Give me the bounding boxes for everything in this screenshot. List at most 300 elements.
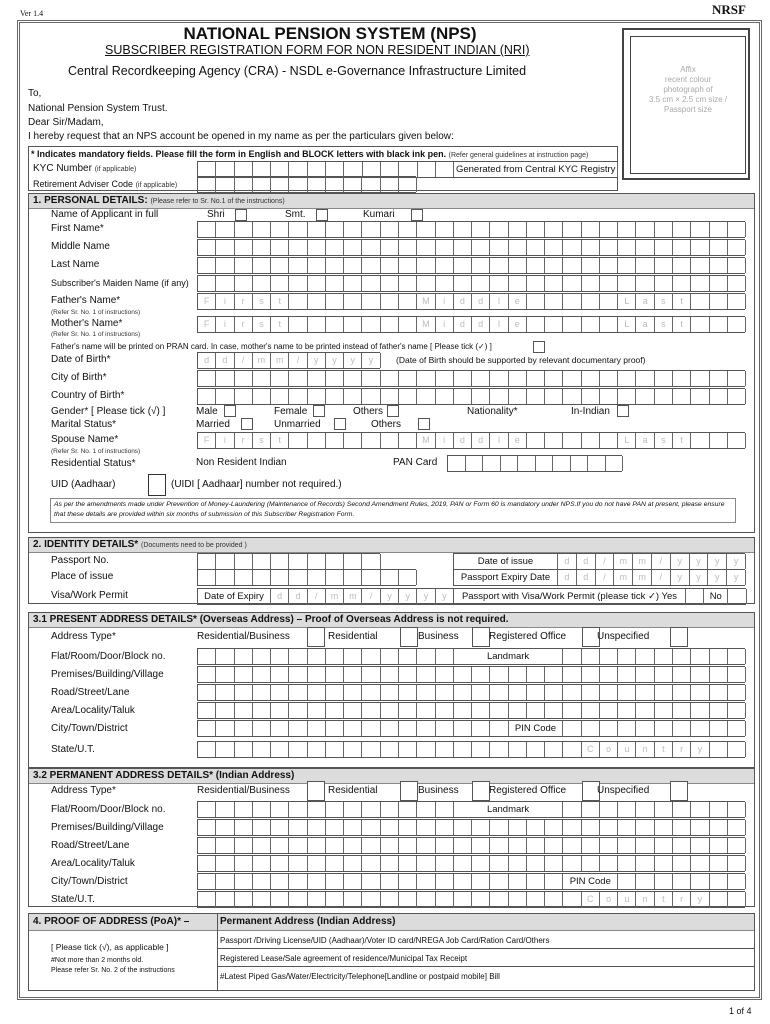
char-box[interactable] [600,703,618,718]
char-box[interactable] [490,874,508,889]
char-box[interactable] [289,317,307,332]
char-box[interactable] [606,456,624,471]
char-box[interactable] [582,433,600,448]
char-box[interactable]: y [708,570,727,585]
char-box[interactable]: s [655,294,673,309]
char-box[interactable] [344,222,362,237]
char-box[interactable] [235,389,253,404]
char-box[interactable] [600,240,618,255]
present-res-bus-checkbox[interactable] [307,627,325,647]
char-box[interactable] [289,721,307,736]
char-box[interactable] [326,721,344,736]
char-box[interactable] [673,389,691,404]
char-box[interactable] [289,685,307,700]
char-box[interactable]: n [636,892,654,907]
permanent-unspecified-checkbox[interactable] [670,781,688,801]
char-box[interactable] [545,389,563,404]
char-box[interactable]: m [253,353,271,368]
char-box[interactable] [582,820,600,835]
char-box[interactable] [582,856,600,871]
char-box[interactable] [563,721,581,736]
char-box[interactable] [216,222,234,237]
char-box[interactable] [381,294,399,309]
char-box[interactable] [509,838,527,853]
char-box[interactable] [235,649,253,664]
char-box[interactable] [728,371,746,386]
char-box[interactable] [636,802,654,817]
char-box[interactable] [289,874,307,889]
char-box[interactable] [417,258,435,273]
char-box[interactable] [253,276,271,291]
char-box[interactable] [198,222,216,237]
char-box[interactable] [362,721,380,736]
char-box[interactable] [381,856,399,871]
char-box[interactable] [472,667,490,682]
char-box[interactable] [618,222,636,237]
char-box[interactable] [253,554,271,569]
char-box[interactable] [728,802,746,817]
char-box[interactable] [399,371,417,386]
char-box[interactable]: / [652,554,671,569]
char-box[interactable] [600,371,618,386]
char-box[interactable] [545,856,563,871]
char-box[interactable] [326,258,344,273]
char-box[interactable] [454,856,472,871]
char-box[interactable] [216,177,234,192]
char-box[interactable] [472,685,490,700]
char-box[interactable] [344,371,362,386]
char-box[interactable] [326,162,344,177]
char-box[interactable] [271,177,289,192]
char-box[interactable] [490,389,508,404]
char-box[interactable] [417,892,435,907]
char-box[interactable] [600,258,618,273]
char-box[interactable] [710,838,728,853]
char-box[interactable] [655,685,673,700]
char-box[interactable] [308,838,326,853]
char-box[interactable] [472,258,490,273]
char-box[interactable] [673,703,691,718]
char-box[interactable] [691,703,709,718]
char-box[interactable]: i [436,433,454,448]
char-box[interactable] [362,294,380,309]
char-box[interactable] [509,856,527,871]
char-box[interactable] [308,433,326,448]
char-box[interactable] [198,703,216,718]
char-box[interactable] [362,802,380,817]
char-box[interactable]: y [436,589,454,604]
char-box[interactable] [271,742,289,757]
char-box[interactable] [618,802,636,817]
char-box[interactable] [710,685,728,700]
char-box[interactable] [253,820,271,835]
char-box[interactable] [472,371,490,386]
char-box[interactable] [326,892,344,907]
char-box[interactable] [509,685,527,700]
char-box[interactable] [691,276,709,291]
char-box[interactable] [235,685,253,700]
char-box[interactable] [308,570,326,585]
char-box[interactable] [362,685,380,700]
char-box[interactable] [326,667,344,682]
char-box[interactable] [527,703,545,718]
char-box[interactable] [399,703,417,718]
char-box[interactable] [198,389,216,404]
char-box[interactable] [308,240,326,255]
char-box[interactable]: d [454,294,472,309]
char-box[interactable] [344,649,362,664]
char-box[interactable] [344,554,362,569]
char-box[interactable]: u [618,892,636,907]
male-checkbox[interactable] [224,405,236,417]
char-box[interactable] [728,389,746,404]
char-box[interactable] [344,433,362,448]
char-box[interactable] [381,820,399,835]
char-box[interactable]: t [271,317,289,332]
char-box[interactable]: M [417,433,435,448]
char-box[interactable] [454,721,472,736]
char-box[interactable] [655,371,673,386]
char-box[interactable] [399,820,417,835]
char-box[interactable] [655,222,673,237]
char-box[interactable] [527,276,545,291]
char-box[interactable] [362,856,380,871]
char-box[interactable] [308,649,326,664]
char-box[interactable] [563,294,581,309]
char-box[interactable] [490,276,508,291]
char-box[interactable] [600,667,618,682]
char-box[interactable] [308,177,326,192]
char-box[interactable] [381,433,399,448]
char-box[interactable]: d [472,294,490,309]
char-box[interactable] [436,742,454,757]
char-box[interactable] [344,892,362,907]
char-box[interactable]: t [673,294,691,309]
char-box[interactable] [618,667,636,682]
char-box[interactable] [362,177,380,192]
char-box[interactable] [216,258,234,273]
char-box[interactable] [344,258,362,273]
char-box[interactable]: a [636,433,654,448]
char-box[interactable] [344,667,362,682]
char-box[interactable] [553,456,571,471]
char-box[interactable]: d [198,353,216,368]
char-box[interactable] [518,456,536,471]
char-box[interactable] [673,685,691,700]
char-box[interactable] [198,554,216,569]
char-box[interactable] [673,667,691,682]
char-box[interactable] [636,874,654,889]
char-box[interactable] [728,222,746,237]
char-box[interactable] [308,389,326,404]
char-box[interactable]: i [216,294,234,309]
char-box[interactable]: d [454,433,472,448]
char-box[interactable] [344,802,362,817]
char-box[interactable] [417,371,435,386]
char-box[interactable] [198,276,216,291]
char-box[interactable] [691,389,709,404]
char-box[interactable] [216,554,234,569]
char-box[interactable] [527,820,545,835]
char-box[interactable] [710,433,728,448]
char-box[interactable] [673,874,691,889]
char-box[interactable] [362,892,380,907]
char-box[interactable] [563,317,581,332]
char-box[interactable] [235,276,253,291]
char-box[interactable] [198,258,216,273]
char-box[interactable] [691,222,709,237]
char-box[interactable] [289,892,307,907]
char-box[interactable] [454,258,472,273]
char-box[interactable] [582,317,600,332]
char-box[interactable] [271,721,289,736]
char-box[interactable] [308,222,326,237]
char-box[interactable]: y [381,589,399,604]
char-box[interactable] [509,389,527,404]
char-box[interactable]: i [436,294,454,309]
char-box[interactable] [582,802,600,817]
char-box[interactable] [326,820,344,835]
char-box[interactable] [563,389,581,404]
char-box[interactable] [235,554,253,569]
char-box[interactable] [216,162,234,177]
char-box[interactable] [710,742,728,757]
char-box[interactable] [198,802,216,817]
char-box[interactable] [235,222,253,237]
char-box[interactable] [454,742,472,757]
char-box[interactable]: l [490,317,508,332]
char-box[interactable] [728,258,746,273]
char-box[interactable] [563,371,581,386]
char-box[interactable] [399,317,417,332]
char-box[interactable]: y [708,554,727,569]
char-box[interactable] [728,667,746,682]
char-box[interactable] [501,456,519,471]
char-box[interactable] [308,874,326,889]
char-box[interactable]: y [344,353,362,368]
char-box[interactable] [271,649,289,664]
char-box[interactable]: F [198,294,216,309]
char-box[interactable] [362,389,380,404]
char-box[interactable] [417,667,435,682]
char-box[interactable] [362,838,380,853]
char-box[interactable] [417,856,435,871]
char-box[interactable] [326,276,344,291]
char-box[interactable] [216,240,234,255]
char-box[interactable] [289,222,307,237]
char-box[interactable] [253,177,271,192]
char-box[interactable]: i [216,433,234,448]
char-box[interactable] [344,317,362,332]
char-box[interactable]: t [673,433,691,448]
char-box[interactable] [710,892,728,907]
char-box[interactable] [454,892,472,907]
char-box[interactable] [673,371,691,386]
char-box[interactable] [490,856,508,871]
char-box[interactable] [253,371,271,386]
char-box[interactable] [308,856,326,871]
char-box[interactable] [545,742,563,757]
char-box[interactable] [618,649,636,664]
char-box[interactable] [326,222,344,237]
char-box[interactable] [362,703,380,718]
char-box[interactable] [253,667,271,682]
char-box[interactable] [509,667,527,682]
char-box[interactable] [216,685,234,700]
char-box[interactable] [527,874,545,889]
char-box[interactable] [253,874,271,889]
char-box[interactable] [216,838,234,853]
char-box[interactable] [381,371,399,386]
unmarried-checkbox[interactable] [334,418,346,430]
char-box[interactable] [326,554,344,569]
char-box[interactable] [436,874,454,889]
poa-option[interactable]: #Latest Piped Gas/Water/Electricity/Telephone[Landline or postpaid mobile] Bill [220,972,500,981]
char-box[interactable] [454,820,472,835]
char-box[interactable] [600,838,618,853]
char-box[interactable] [673,649,691,664]
char-box[interactable] [436,222,454,237]
permanent-res-bus-checkbox[interactable] [307,781,325,801]
char-box[interactable] [344,177,362,192]
char-box[interactable] [253,856,271,871]
char-box[interactable] [326,433,344,448]
permanent-residential-checkbox[interactable] [400,781,418,801]
char-box[interactable] [271,240,289,255]
char-box[interactable] [527,258,545,273]
char-box[interactable] [545,371,563,386]
char-box[interactable] [326,317,344,332]
char-box[interactable] [381,389,399,404]
char-box[interactable] [545,838,563,853]
char-box[interactable] [545,820,563,835]
char-box[interactable] [381,685,399,700]
char-box[interactable] [563,802,581,817]
char-box[interactable] [253,570,271,585]
char-box[interactable] [563,685,581,700]
char-box[interactable] [728,276,746,291]
char-box[interactable] [326,649,344,664]
char-box[interactable] [253,742,271,757]
char-box[interactable] [253,685,271,700]
char-box[interactable]: y [417,589,435,604]
char-box[interactable] [216,892,234,907]
char-box[interactable] [588,456,606,471]
char-box[interactable] [289,570,307,585]
char-box[interactable] [545,892,563,907]
char-box[interactable] [235,177,253,192]
char-box[interactable] [600,820,618,835]
char-box[interactable] [728,874,746,889]
char-box[interactable] [362,649,380,664]
char-box[interactable] [509,874,527,889]
char-box[interactable] [636,703,654,718]
char-box[interactable] [362,222,380,237]
char-box[interactable] [198,649,216,664]
char-box[interactable]: y [671,554,690,569]
char-box[interactable] [326,703,344,718]
char-box[interactable] [691,685,709,700]
char-box[interactable]: d [472,433,490,448]
char-box[interactable] [655,802,673,817]
char-box[interactable] [308,667,326,682]
char-box[interactable] [472,838,490,853]
present-residential-checkbox[interactable] [400,627,418,647]
char-box[interactable]: / [652,570,671,585]
char-box[interactable]: d [577,554,596,569]
char-box[interactable] [235,570,253,585]
char-box[interactable]: d [271,589,289,604]
char-box[interactable] [399,892,417,907]
char-box[interactable] [308,317,326,332]
char-box[interactable]: m [271,353,289,368]
char-box[interactable]: d [558,554,577,569]
char-box[interactable]: i [216,317,234,332]
char-box[interactable] [399,649,417,664]
char-box[interactable] [216,802,234,817]
char-box[interactable] [490,222,508,237]
char-box[interactable] [563,276,581,291]
char-box[interactable] [728,294,746,309]
char-box[interactable] [472,856,490,871]
char-box[interactable] [271,389,289,404]
char-box[interactable] [466,456,484,471]
char-box[interactable] [417,685,435,700]
char-box[interactable] [582,667,600,682]
char-box[interactable] [381,222,399,237]
char-box[interactable] [436,703,454,718]
char-box[interactable] [563,742,581,757]
char-box[interactable] [454,685,472,700]
char-box[interactable]: L [618,317,636,332]
char-box[interactable] [271,802,289,817]
char-box[interactable] [417,703,435,718]
char-box[interactable]: s [655,433,673,448]
char-box[interactable] [271,820,289,835]
char-box[interactable] [399,742,417,757]
char-box[interactable]: y [691,892,709,907]
char-box[interactable] [344,685,362,700]
char-box[interactable] [436,820,454,835]
char-box[interactable] [417,240,435,255]
char-box[interactable] [235,820,253,835]
char-box[interactable]: F [198,317,216,332]
char-box[interactable] [600,856,618,871]
char-box[interactable] [308,721,326,736]
char-box[interactable] [381,892,399,907]
char-box[interactable] [399,570,417,585]
char-box[interactable] [545,294,563,309]
char-box[interactable] [636,389,654,404]
char-box[interactable] [198,685,216,700]
char-box[interactable] [253,721,271,736]
char-box[interactable] [509,703,527,718]
char-box[interactable] [490,742,508,757]
char-box[interactable] [483,456,501,471]
char-box[interactable] [545,240,563,255]
char-box[interactable] [399,802,417,817]
char-box[interactable] [271,162,289,177]
char-box[interactable] [198,820,216,835]
char-box[interactable] [618,258,636,273]
char-box[interactable] [691,667,709,682]
char-box[interactable] [527,240,545,255]
char-box[interactable] [344,838,362,853]
char-box[interactable] [655,276,673,291]
char-box[interactable] [235,802,253,817]
char-box[interactable] [308,554,326,569]
char-box[interactable] [618,874,636,889]
